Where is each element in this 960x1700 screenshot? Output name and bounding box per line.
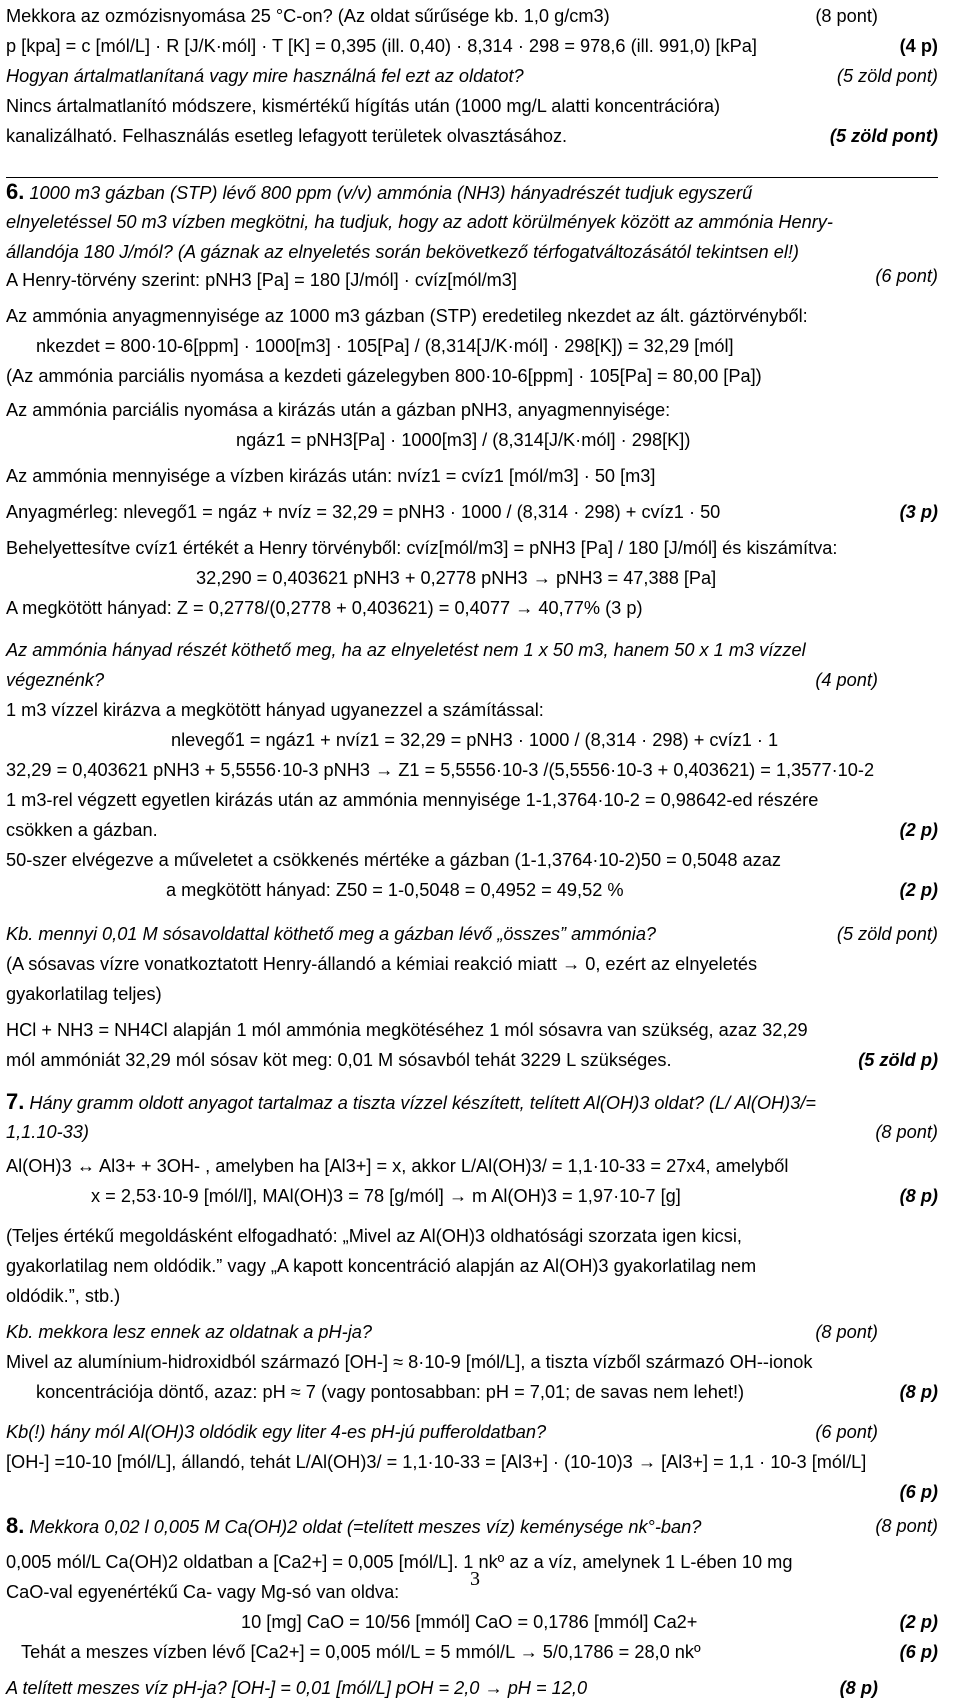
text-line: CaO-val egyenértékű Ca- vagy Mg-só van oldva:	[6, 1582, 400, 1602]
text-line: A telített meszes víz pH-ja? [OH-] = 0,01 [mól/L] pOH = 2,0 → pH = 12,0 (8 p)	[6, 1678, 878, 1698]
text-line: Az ammónia anyagmennyisége az 1000 m3 gázban (STP) eredetileg nkezdet az ált. gáztörvényből:	[6, 306, 808, 326]
text-line: A megkötött hányad: Z = 0,2778/(0,2778 + 0,403621) = 0,4077 → 40,77% (3 p)	[6, 598, 643, 618]
text-line: 1,1.10-33) (8 pont)	[6, 1122, 938, 1142]
text-line: 32,290 = 0,403621 pNH3 + 0,2778 pNH3 → pNH3 = 47,388 [Pa]	[196, 568, 717, 588]
text-line: mól ammóniát 32,29 mól sósav köt meg: 0,01 M sósavból tehát 3229 L szükséges. (5 zöld p)	[6, 1050, 938, 1070]
text-line: Mekkora az ozmózisnyomása 25 °C-on? (Az oldat sűrűsége kb. 1,0 g/cm3) (8 pont)	[6, 6, 878, 26]
text-line: Tehát a meszes vízben lévő [Ca2+] = 0,005 mól/L = 5 mmól/L → 5/0,1786 = 28,0 nkº (6 p)	[21, 1642, 938, 1662]
text-line: 50-szer elvégezve a műveletet a csökkenés mértéke a gázban (1-1,3764·10-2)50 = 0,5048 azaz	[6, 850, 781, 870]
text-line: gyakorlatilag teljes)	[6, 984, 162, 1004]
text-line: Behelyettesítve cvíz1 értékét a Henry törvényből: cvíz[mól/m3] = pNH3 [Pa] / 180 [J/mól] és kiszámítva:	[6, 538, 838, 558]
text-line: 1 m3 vízzel kirázva a megkötött hányad ugyanezzel a számítással:	[6, 700, 544, 720]
text-line: x = 2,53·10-9 [mól/l], MAl(OH)3 = 78 [g/mól] → m Al(OH)3 = 1,97·10-7 [g] (8 p)	[91, 1186, 938, 1206]
text-line: Kb. mennyi 0,01 M sósavoldattal köthető meg a gázban lévő „összes” ammónia? (5 zöld pont)	[6, 924, 938, 944]
text-line: elnyeletéssel 50 m3 vízben megkötni, ha tudjuk, hogy az adott körülmények között az ammónia Henry-	[6, 212, 833, 232]
text-line: csökken a gázban. (2 p)	[6, 820, 938, 840]
text-line: a megkötött hányad: Z50 = 1-0,5048 = 0,4952 = 49,52 % (2 p)	[166, 880, 938, 900]
text-line: (Az ammónia parciális nyomása a kezdeti gázelegyben 800·10-6[ppm] · 105[Pa] = 80,00 [Pa])	[6, 366, 762, 386]
text-line: 10 [mg] CaO = 10/56 [mmól] CaO = 0,1786 [mmól] Ca2+ (2 p)	[241, 1612, 938, 1632]
text-line: Hogyan ártalmatlanítaná vagy mire használná fel ezt az oldatot? (5 zöld pont)	[6, 66, 938, 86]
text-line: 32,29 = 0,403621 pNH3 + 5,5556·10-3 pNH3 → Z1 = 5,5556·10-3 /(5,5556·10-3 + 0,403621) = 1,3577·10-2	[6, 760, 875, 780]
text-line: Al(OH)3 ↔ Al3+ + 3OH- , amelyben ha [Al3+] = x, akkor L/Al(OH)3/ = 1,1·10-33 = 27x4, amelyből	[6, 1156, 789, 1176]
question-6: 6. 1000 m3 gázban (STP) lévő 800 ppm (v/v) ammónia (NH3) hányadrészét tudjuk egyszerű	[6, 179, 753, 204]
text-line: Az ammónia mennyisége a vízben kirázás után: nvíz1 = cvíz1 [mól/m3] · 50 [m3]	[6, 466, 656, 486]
text-line: A Henry-törvény szerint: pNH3 [Pa] = 180 [J/mól] · cvíz[mól/m3]	[6, 270, 517, 290]
text-line: Anyagmérleg: nlevegő1 = ngáz + nvíz = 32,29 = pNH3 · 1000 / (8,314 · 298) + cvíz1 · 50 (3 p)	[6, 502, 938, 522]
text-line: Nincs ártalmatlanító módszere, kismértékű hígítás után (1000 mg/L alatti koncentrációra)	[6, 96, 721, 116]
text-line: koncentrációja döntő, azaz: pH ≈ 7 (vagy pontosabban: pH = 7,01; de savas nem lehet!) (8 p)	[36, 1382, 938, 1402]
text-line: (Teljes értékű megoldásként elfogadható: „Mivel az Al(OH)3 oldhatósági szorzata igen kicsi,	[6, 1226, 742, 1246]
text-line: nkezdet = 800·10-6[ppm] · 1000[m3] · 105[Pa] / (8,314[J/K·mól] · 298[K]) = 32,29 [mól]	[36, 336, 734, 356]
text-line: 1 m3-rel végzett egyetlen kirázás után az ammónia mennyisége 1-1,3764·10-2 = 0,98642-ed részére	[6, 790, 819, 810]
text-line: gyakorlatilag nem oldódik.” vagy „A kapott koncentráció alapján az Al(OH)3 gyakorlatilag nem	[6, 1256, 757, 1276]
question-8: 8. Mekkora 0,02 l 0,005 M Ca(OH)2 oldat (=telített meszes víz) keménysége nk°-ban? (8 pont)	[6, 1513, 938, 1538]
text-line: kanalizálható. Felhasználás esetleg lefagyott területek olvasztásához. (5 zöld pont)	[6, 126, 938, 146]
page-number: 3	[470, 1568, 480, 1590]
divider	[6, 177, 938, 178]
text-line: (6 pont)	[875, 266, 938, 286]
text-line: HCl + NH3 = NH4Cl alapján 1 mól ammónia megkötéséhez 1 mól sósavra van szükség, azaz 32,29	[6, 1020, 808, 1040]
text-line: állandója 180 J/mól? (A gáznak az elnyeletés során bekövetkező térfogatváltozásától tekintsen el!)	[6, 242, 799, 262]
text-line: [OH-] =10-10 [mól/L], állandó, tehát L/Al(OH)3/ = 1,1·10-33 = [Al3+] · (10-10)3 → [Al3+] = 1,1 · 10-3 [mól/L]	[6, 1452, 867, 1472]
text-line: Mivel az alumínium-hidroxidból származó [OH-] ≈ 8·10-9 [mól/L], a tiszta vízből származó OH--ionok	[6, 1352, 813, 1372]
text-line: Kb. mekkora lesz ennek az oldatnak a pH-ja? (8 pont)	[6, 1322, 878, 1342]
text-line: oldódik.”, stb.)	[6, 1286, 121, 1306]
text-line: 0,005 mól/L Ca(OH)2 oldatban a [Ca2+] = 0,005 [mól/L]. 1 nkº az a víz, amelynek 1 L-ében 10 mg	[6, 1552, 793, 1572]
text-line: Az ammónia hányad részét köthető meg, ha az elnyeletést nem 1 x 50 m3, hanem 50 x 1 m3 vízzel	[6, 640, 806, 660]
text-line: p [kpa] = c [mól/L] · R [J/K·mól] · T [K] = 0,395 (ill. 0,40) · 8,314 · 298 = 978,6 (ill. 991,0) [kPa] (4 p)	[6, 36, 938, 56]
text-line: Az ammónia parciális nyomása a kirázás után a gázban pNH3, anyagmennyisége:	[6, 400, 671, 420]
text-line: Kb(!) hány mól Al(OH)3 oldódik egy liter 4-es pH-jú pufferoldatban? (6 pont)	[6, 1422, 878, 1442]
text-line: ngáz1 = pNH3[Pa] · 1000[m3] / (8,314[J/K·mól] · 298[K])	[236, 430, 691, 450]
text-line: nlevegő1 = ngáz1 + nvíz1 = 32,29 = pNH3 · 1000 / (8,314 · 298) + cvíz1 · 1	[171, 730, 779, 750]
text-line: (A sósavas vízre vonatkoztatott Henry-állandó a kémiai reakció miatt → 0, ezért az elnyeletés	[6, 954, 758, 974]
question-7: 7. Hány gramm oldott anyagot tartalmaz a tiszta vízzel készített, telített Al(OH)3 oldat? (L/ Al(OH)3/=	[6, 1089, 816, 1114]
text-line: végeznénk? (4 pont)	[6, 670, 878, 690]
text-line: (6 p)	[899, 1482, 938, 1502]
